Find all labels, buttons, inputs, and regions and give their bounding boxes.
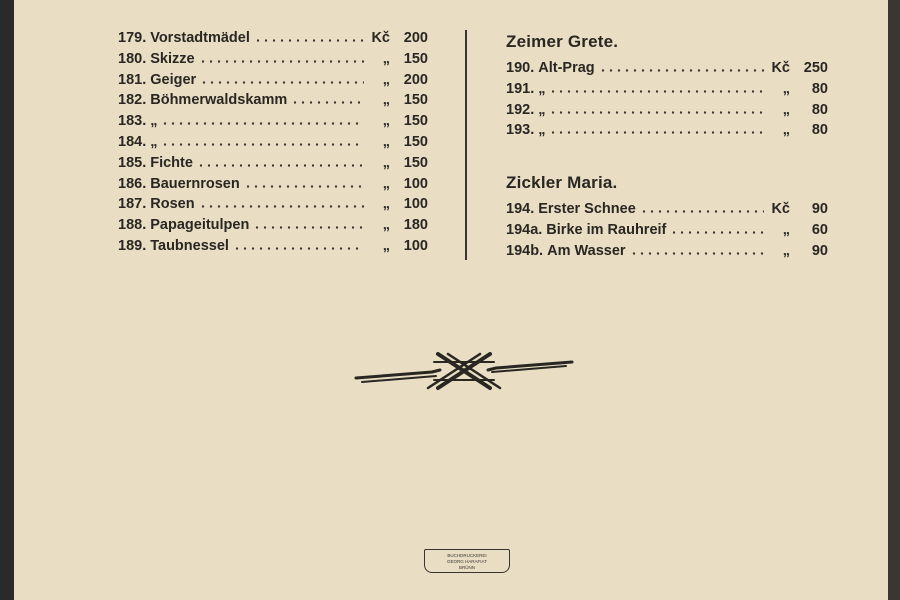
- entry-title: Vorstadtmädel: [150, 30, 250, 46]
- entry-currency: „: [382, 50, 390, 67]
- entry-currency: „: [382, 237, 390, 254]
- entry-currency: „: [782, 122, 790, 139]
- entry-number: 184.: [118, 133, 147, 150]
- entry-currency: „: [382, 175, 390, 192]
- entry-number: 183.: [118, 113, 147, 130]
- entry-currency: „: [782, 221, 790, 238]
- leader-dots: [670, 231, 764, 234]
- entry-number: 179.: [118, 30, 147, 46]
- catalog-entry: [118, 217, 428, 238]
- entry-number: 191.: [506, 80, 535, 97]
- left-column: [118, 30, 428, 259]
- entry-title: Papageitulpen: [150, 217, 250, 234]
- catalog-entry: [506, 122, 828, 143]
- section-spacer: [506, 143, 828, 171]
- entry-currency: „: [782, 80, 790, 97]
- entry-currency: „: [382, 217, 390, 234]
- leader-dots: [253, 226, 364, 229]
- leader-dots: [599, 69, 764, 72]
- entry-title: „: [538, 122, 546, 139]
- entry-title: Fichte: [150, 154, 193, 171]
- entry-price: 250: [803, 60, 828, 76]
- entry-currency: Kč: [771, 60, 790, 76]
- entry-currency: „: [382, 154, 390, 171]
- leader-dots: [549, 90, 764, 93]
- leader-dots: [244, 185, 364, 188]
- entry-price: 150: [403, 92, 428, 109]
- entry-title: Taubnessel: [150, 237, 229, 254]
- leader-dots: [291, 101, 364, 104]
- entry-price: 80: [811, 101, 828, 118]
- catalog-entry: [506, 222, 828, 243]
- entry-number: 187.: [118, 196, 147, 213]
- entry-title: Geiger: [150, 71, 197, 88]
- leader-dots: [254, 39, 364, 42]
- entry-title: Erster Schnee: [538, 201, 636, 218]
- leader-dots: [549, 111, 764, 114]
- entry-title: „: [150, 133, 158, 150]
- entry-currency: „: [782, 101, 790, 118]
- leader-dots: [161, 143, 364, 146]
- leader-dots: [200, 81, 364, 84]
- entry-number: 190.: [506, 60, 535, 76]
- entry-currency: „: [382, 71, 390, 88]
- entry-price: 90: [811, 201, 828, 218]
- entry-title: Bauernrosen: [150, 175, 240, 192]
- leader-dots: [199, 205, 364, 208]
- entry-price: 80: [811, 80, 828, 97]
- entry-title: Böhmerwaldskamm: [150, 92, 288, 109]
- entry-price: 100: [403, 175, 428, 192]
- entry-currency: „: [382, 92, 390, 109]
- entry-number: 194.: [506, 201, 535, 218]
- entry-number: 194b.: [506, 242, 544, 259]
- entry-price: 180: [403, 217, 428, 234]
- leader-dots: [197, 164, 364, 167]
- entry-title: Skizze: [150, 50, 195, 67]
- catalog-entry: [506, 201, 828, 222]
- leader-dots: [233, 247, 364, 250]
- entry-number: 181.: [118, 71, 147, 88]
- entry-price: 60: [811, 221, 828, 238]
- catalog-entry: [118, 92, 428, 113]
- leader-dots: [199, 60, 364, 63]
- entry-number: 194a.: [506, 221, 543, 238]
- entry-price: 90: [811, 242, 828, 259]
- entry-currency: Kč: [371, 30, 390, 46]
- entry-price: 200: [403, 30, 428, 46]
- printer-stamp-line: GEORG HARAFIAT: [447, 559, 487, 564]
- catalog-entry: [118, 238, 428, 259]
- entry-title: „: [150, 113, 158, 130]
- entry-price: 80: [811, 122, 828, 139]
- entry-title: Birke im Rauhreif: [546, 221, 667, 238]
- entry-price: 150: [403, 50, 428, 67]
- entry-price: 100: [403, 237, 428, 254]
- entry-title: Alt-Prag: [538, 60, 595, 76]
- entry-currency: „: [382, 196, 390, 213]
- entry-title: Am Wasser: [547, 242, 626, 259]
- artist-heading: Zeimer Grete.: [506, 32, 619, 51]
- right-column: [506, 30, 828, 264]
- catalog-entry: [118, 176, 428, 197]
- leader-dots: [549, 131, 764, 134]
- entry-price: 100: [403, 196, 428, 213]
- catalog-entry: [118, 72, 428, 93]
- catalog-entry: [118, 113, 428, 134]
- catalog-entry: [118, 51, 428, 72]
- entry-price: 150: [403, 133, 428, 150]
- entry-price: 200: [403, 71, 428, 88]
- catalog-entry: [118, 134, 428, 155]
- leader-dots: [630, 252, 764, 255]
- entry-number: 186.: [118, 175, 147, 192]
- catalog-entry: [506, 81, 828, 102]
- ornament-divider: [352, 348, 576, 394]
- entry-currency: „: [782, 242, 790, 259]
- catalog-entry: [118, 155, 428, 176]
- entry-number: 192.: [506, 101, 535, 118]
- entry-price: 150: [403, 154, 428, 171]
- catalog-entry: [506, 102, 828, 123]
- leader-dots: [161, 122, 364, 125]
- entry-currency: „: [382, 113, 390, 130]
- entry-number: 189.: [118, 237, 147, 254]
- entry-number: 193.: [506, 122, 535, 139]
- leader-dots: [640, 210, 764, 213]
- entry-number: 188.: [118, 217, 147, 234]
- printer-stamp-line: BUCHDRUCKEREI: [447, 553, 487, 558]
- catalog-entry: [506, 243, 828, 264]
- artist-heading: Zickler Maria.: [506, 173, 618, 193]
- scan-edge-right: [888, 0, 900, 600]
- catalog-entry: [118, 30, 428, 51]
- printer-stamp-line: BRÜNN: [458, 565, 475, 570]
- entry-price: 150: [403, 113, 428, 130]
- entry-title: Rosen: [150, 196, 195, 213]
- entry-title: „: [538, 101, 546, 118]
- entry-title: „: [538, 80, 546, 97]
- entry-number: 180.: [118, 50, 147, 67]
- entry-currency: „: [382, 133, 390, 150]
- entry-currency: Kč: [771, 201, 790, 218]
- entry-number: 182.: [118, 92, 147, 109]
- scan-edge-left: [0, 0, 14, 600]
- catalog-entry: [118, 196, 428, 217]
- printer-stamp: [424, 549, 510, 573]
- entry-number: 185.: [118, 154, 147, 171]
- column-divider: [465, 30, 467, 260]
- catalog-entry: [506, 60, 828, 81]
